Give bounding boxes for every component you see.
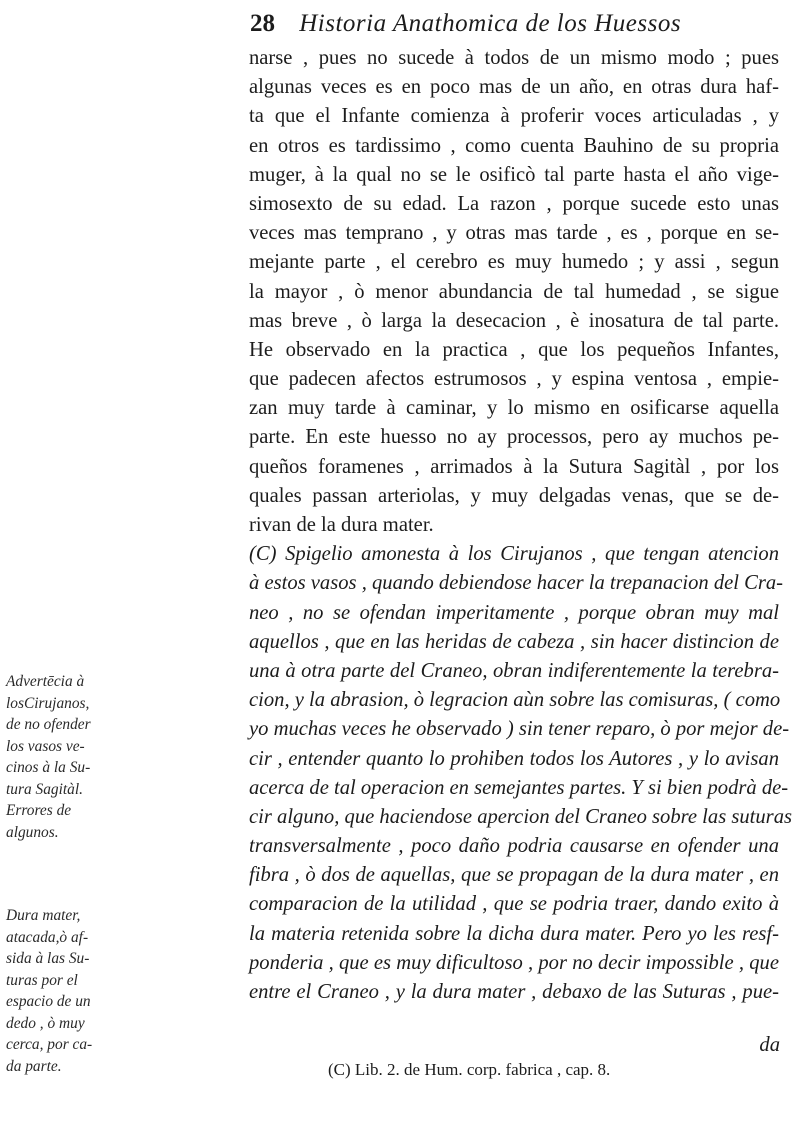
text-line: yo muchas veces he observado ) sin tener reparo, ò por mejor de- <box>249 718 790 741</box>
text-line: queños foramenes , arrimados à la Sutura Sagitàl , por los <box>249 455 779 478</box>
text-line: en otros es tardissimo , como cuenta Bauhino de su propria <box>249 134 779 157</box>
text-line: ta que el Infante comienza à proferir voces articuladas , y <box>249 105 779 128</box>
text-line: la materia retenida sobre la dicha dura mater. Pero yo les resf- <box>249 922 779 945</box>
text-line: muger, à la qual no se le osificò tal parte hasta el año vige- <box>249 163 779 186</box>
text-line: cir , entender quanto lo prohiben todos los Autores , y lo avisan <box>249 747 779 770</box>
margin-note-line: los vasos ve- <box>6 737 85 755</box>
margin-note-line: losCirujanos, <box>6 694 90 712</box>
margin-note-line: Dura mater, <box>6 907 81 924</box>
footnote: (C) Lib. 2. de Hum. corp. fabrica , cap. 8. <box>328 1060 611 1079</box>
margin-note-line: Advertēcia à <box>6 673 85 690</box>
text-line: mas breve , ò larga la desecacion , è inosatura de tal parte. <box>249 309 779 332</box>
text-line: transversalmente , poco daño podria causarse en ofender una <box>249 835 779 858</box>
text-line: (C) Spigelio amonesta à los Cirujanos , que tengan atencion <box>249 543 779 566</box>
text-line: mejante parte , el cerebro es muy humedo ; y assi , segun <box>249 251 779 274</box>
margin-note-line: tura Sagitàl. <box>6 780 83 798</box>
text-line: acerca de tal operacion en semejantes partes. Y si bien podrà de- <box>249 776 789 799</box>
text-line: cion, y la abrasion, ò legracion aùn sobre las comisuras, ( como <box>249 689 781 712</box>
text-line: algunas veces es en poco mas de un año, en otras dura haf- <box>249 76 779 99</box>
text-line: comparacion de la utilidad , que se podria traer, dando exito à <box>249 893 779 916</box>
text-line: cir alguno, que haciendose apercion del Craneo sobre las suturas <box>249 805 793 828</box>
text-line: ponderia , que es muy dificultoso , por no decir impossible , que <box>249 951 779 974</box>
text-line: entre el Craneo , y la dura mater , debaxo de las Suturas , pue- <box>249 981 779 1003</box>
running-title: Historia Anathomica de los Huessos <box>299 10 682 37</box>
margin-note-line: atacada,ò af- <box>6 928 89 946</box>
margin-note-line: sida à las Su- <box>6 950 90 967</box>
catchword: da <box>759 1034 780 1056</box>
main-text <box>249 44 793 1007</box>
text-line: à estos vasos , quando debiendose hacer la trepanacion del Cra- <box>249 572 784 595</box>
margin-note-line: cerca, por ca- <box>6 1036 93 1053</box>
margin-note-2 <box>6 905 216 1077</box>
text-line: rivan de la dura mater. <box>249 514 434 536</box>
margin-note-line: cinos à la Su- <box>6 759 91 776</box>
text-line: la mayor , ò menor abundancia de tal humedad , se sigue <box>249 280 779 303</box>
text-line: parte. En este huesso no ay processos, pero ay muchos pe- <box>249 426 779 449</box>
text-line: una à otra parte del Craneo, obran indiferentemente la terebra- <box>249 659 779 682</box>
margin-note-1 <box>6 671 216 843</box>
text-line: zan muy tarde à caminar, y lo mismo en osificarse aquella <box>249 397 779 420</box>
margin-note-line: turas por el <box>6 971 78 989</box>
text-line: quales passan arteriolas, y muy delgadas venas, que se de- <box>249 484 779 507</box>
text-line: simosexto de su edad. La razon , porque sucede esto unas <box>249 192 779 215</box>
text-line: narse , pues no sucede à todos de un mismo modo ; pues <box>249 47 779 69</box>
text-line: que padecen afectos estrumosos , y espina ventosa , empie- <box>249 368 779 391</box>
page-header <box>250 6 770 42</box>
margin-note-line: de no ofender <box>6 716 91 733</box>
page-number: 28 <box>250 10 275 37</box>
text-line: fibra , ò dos de aquellas, que se propagan de la dura mater , en <box>249 864 779 887</box>
margin-note-line: dedo , ò muy <box>6 1014 85 1032</box>
text-line: veces mas temprano , y otras mas tarde , es , porque en se- <box>249 222 779 245</box>
text-line: He observado en la practica , que los pequeños Infantes, <box>249 338 779 361</box>
text-line: aquellos , que en las heridas de cabeza , sin hacer distincion de <box>249 630 779 653</box>
margin-note-line: algunos. <box>6 823 59 841</box>
margin-note-line: da parte. <box>6 1057 62 1075</box>
text-line: neo , no se ofendan imperitamente , porque obran muy mal <box>249 601 779 624</box>
margin-note-line: Errores de <box>6 802 72 819</box>
margin-note-line: espacio de un <box>6 993 91 1010</box>
